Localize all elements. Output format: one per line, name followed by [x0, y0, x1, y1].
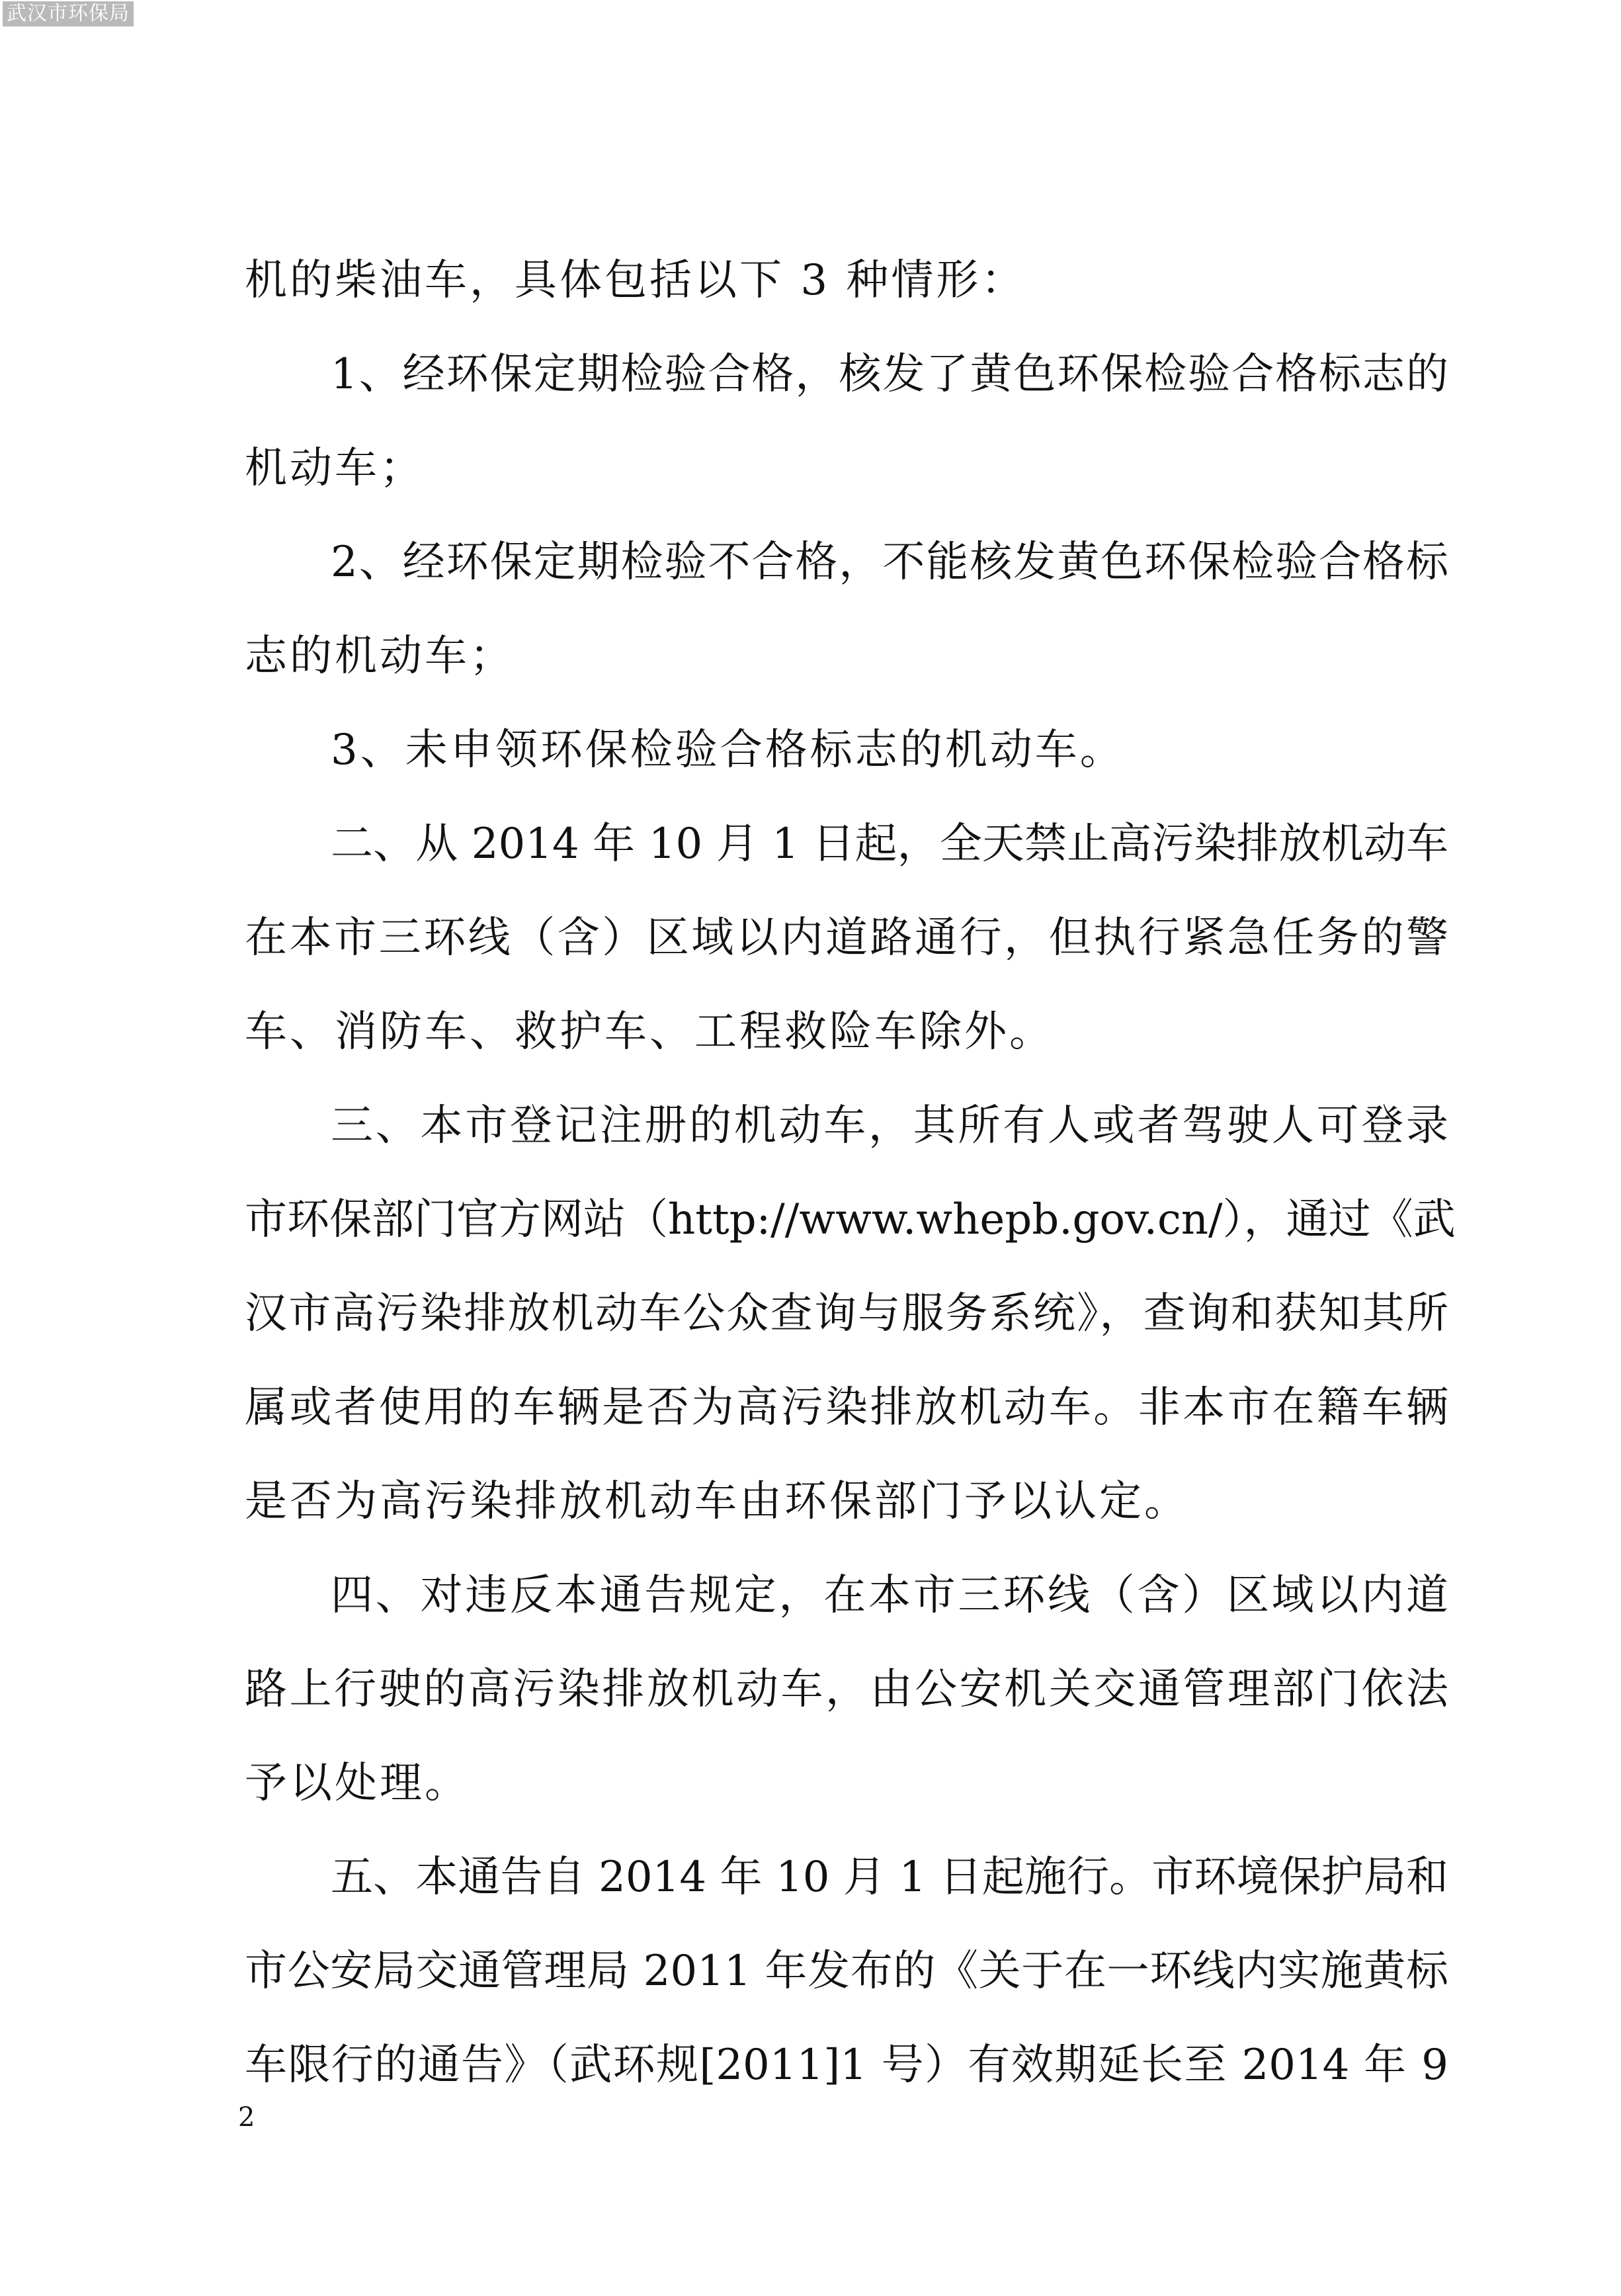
text-line: 机动车； — [245, 444, 425, 493]
text-line: 市环保部门官方网站（http://www.whepb.gov.cn/），通过《武 — [245, 1195, 1456, 1244]
text-line: 车限行的通告》（武环规[2011]1 号）有效期延长至 2014 年 9 — [245, 2041, 1448, 2090]
text-line: 在本市三环线（含）区域以内道路通行，但执行紧急任务的警 — [245, 914, 1448, 962]
text-line: 市公安局交通管理局 2011 年发布的《关于在一环线内实施黄标 — [245, 1947, 1448, 1996]
text-line: 汉市高污染排放机动车公众查询与服务系统》，查询和获知其所 — [245, 1289, 1448, 1338]
text-line: 五、本通告自 2014 年 10 月 1 日起施行。市环境保护局和 — [331, 1853, 1448, 1902]
page-number: 2 — [238, 2102, 255, 2133]
text-line: 属或者使用的车辆是否为高污染排放机动车。非本市在籍车辆 — [245, 1383, 1448, 1432]
text-line: 二、从 2014 年 10 月 1 日起，全天禁止高污染排放机动车 — [331, 820, 1448, 869]
text-line: 是否为高污染排放机动车由环保部门予以认定。 — [245, 1477, 1189, 1526]
text-line: 路上行驶的高污染排放机动车，由公安机关交通管理部门依法 — [245, 1665, 1448, 1714]
text-line: 志的机动车； — [245, 632, 515, 681]
text-line: 予以处理。 — [245, 1759, 470, 1808]
text-line: 1、经环保定期检验合格，核发了黄色环保检验合格标志的 — [331, 350, 1448, 399]
text-line: 3、未申领环保检验合格标志的机动车。 — [331, 726, 1125, 775]
text-line: 2、经环保定期检验不合格，不能核发黄色环保检验合格标 — [331, 538, 1448, 587]
watermark-logo: 武汉市环保局 — [3, 1, 134, 26]
text-line: 机的柴油车，具体包括以下 3 种情形： — [245, 256, 1026, 305]
text-line: 四、对违反本通告规定，在本市三环线（含）区域以内道 — [331, 1571, 1448, 1620]
text-line: 三、本市登记注册的机动车，其所有人或者驾驶人可登录 — [331, 1101, 1448, 1150]
text-line: 车、消防车、救护车、工程救险车除外。 — [245, 1007, 1054, 1056]
